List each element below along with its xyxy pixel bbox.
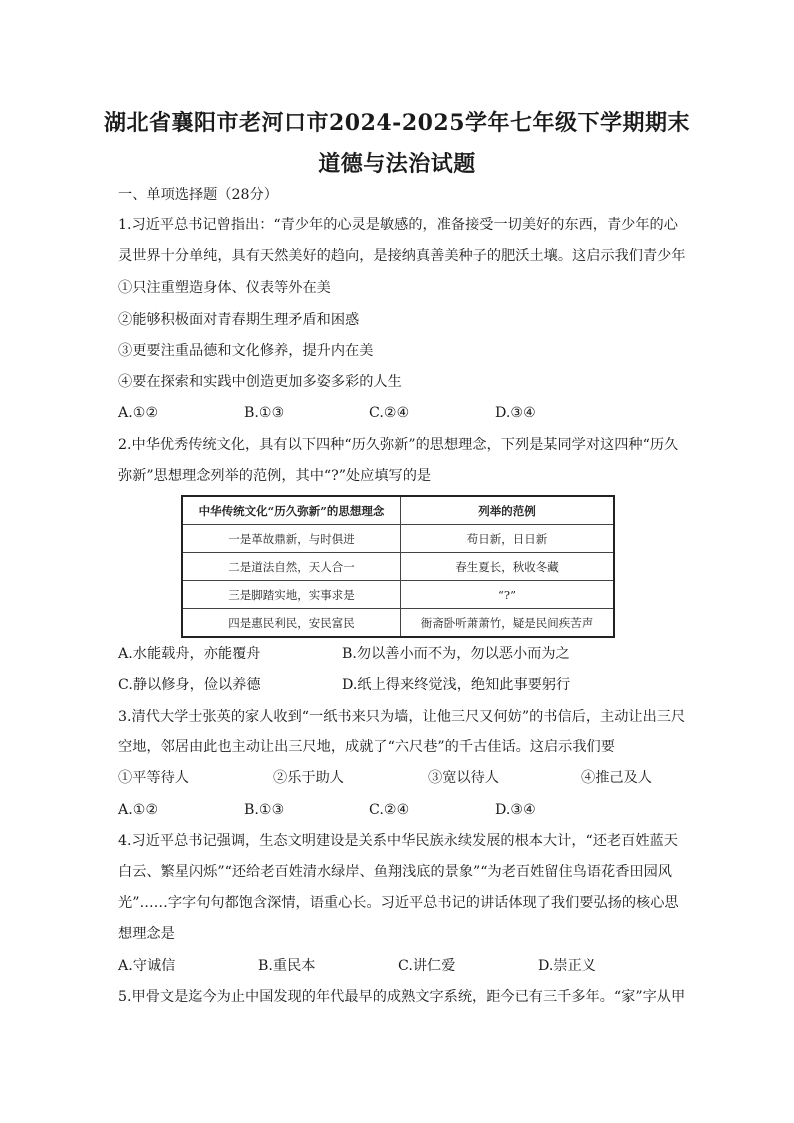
q1-stem-line: 灵世界十分单纯，具有天然美好的趋向，是接纳真善美种子的肥沃土壤。这启示我们青少年 — [118, 248, 686, 264]
table-row — [182, 525, 614, 553]
table-header-cell: 列举的范例 — [401, 496, 615, 525]
q4-stem-line: 4.习近平总书记强调，生态文明建设是关系中华民族永续发展的根本大计，“还老百姓蓝天 — [118, 833, 678, 849]
table-cell: 三是脚踏实地，实事求是 — [182, 581, 401, 609]
q3-option-a: A.①② — [118, 802, 159, 818]
q3-item: ③宽以待人 — [428, 770, 499, 786]
q3-item: ④推己及人 — [581, 770, 652, 786]
q3-option-b: B.①③ — [244, 802, 285, 818]
q1-item: ③更要注重品德和文化修养，提升内在美 — [118, 343, 374, 359]
table-header-cell: 中华传统文化“历久弥新”的思想理念 — [182, 496, 401, 525]
q5-stem-line: 5.甲骨文是迄今为止中国发现的年代最早的成熟文字系统，距今已有三千多年。“家”字从甲 — [118, 989, 686, 1005]
q1-item: ④要在探索和实践中创造更加多姿多彩的人生 — [118, 374, 402, 390]
q2-table — [181, 495, 615, 638]
section-heading: 一、单项选择题（28分） — [118, 187, 278, 203]
q3-stem-line: 3.清代大学士张英的家人收到“一纸书来只为墙，让他三尺又何妨”的书信后，主动让出三尺 — [118, 709, 686, 725]
table-cell: 春生夏长，秋收冬藏 — [401, 553, 615, 581]
q3-option-d: D.③④ — [495, 802, 536, 818]
table-cell: “?” — [401, 581, 615, 609]
table-cell: 衙斋卧听萧萧竹，疑是民间疾苦声 — [401, 609, 615, 638]
q4-stem-line: 想理念是 — [118, 926, 175, 942]
q3-stem-line: 空地，邻居由此也主动让出三尺地，成就了“六尺巷”的千古佳话。这启示我们要 — [118, 739, 615, 755]
q2-stem-line: 弥新”思想理念列举的范例，其中“?”处应填写的是 — [118, 468, 432, 484]
q4-option-d: D.崇正义 — [538, 958, 596, 974]
q1-option-a: A.①② — [118, 405, 159, 421]
q4-stem-line: 白云、繁星闪烁”“还给老百姓清水绿岸、鱼翔浅底的景象”“为老百姓留住鸟语花香田园风 — [118, 864, 672, 880]
exam-title-line2: 道德与法治试题 — [318, 151, 476, 177]
q1-stem-line: 1.习近平总书记曾指出：“青少年的心灵是敏感的，准备接受一切美好的东西，青少年的心 — [118, 217, 678, 233]
table-row — [182, 581, 614, 609]
q4-option-a: A.守诚信 — [118, 958, 176, 974]
exam-title-line1: 湖北省襄阳市老河口市2024-2025学年七年级下学期期末 — [103, 110, 691, 136]
table-header-row — [182, 496, 614, 525]
q1-option-c: C.②④ — [369, 405, 410, 421]
table-row — [182, 553, 614, 581]
q2-option-b: B.勿以善小而不为，勿以恶小而为之 — [342, 646, 570, 662]
q1-option-b: B.①③ — [244, 405, 285, 421]
table-cell: 一是革故鼎新，与时俱进 — [182, 525, 401, 553]
q1-item: ①只注重塑造身体、仪表等外在美 — [118, 280, 331, 296]
table-cell: 苟日新，日日新 — [401, 525, 615, 553]
q2-stem-line: 2.中华优秀传统文化，具有以下四种“历久弥新”的思想理念，下列是某同学对这四种“历久 — [118, 437, 679, 453]
q2-option-d: D.纸上得来终觉浅，绝知此事要躬行 — [342, 677, 571, 693]
q3-item: ①平等待人 — [118, 770, 189, 786]
q3-item: ②乐于助人 — [273, 770, 344, 786]
q2-option-c: C.静以修身，俭以养德 — [118, 677, 261, 693]
q3-option-c: C.②④ — [369, 802, 410, 818]
table-cell: 四是惠民利民，安民富民 — [182, 609, 401, 638]
q4-stem-line: 光”……字字句句都饱含深情，语重心长。习近平总书记的讲话体现了我们要弘扬的核心思 — [118, 895, 679, 911]
q1-option-d: D.③④ — [495, 405, 536, 421]
q2-option-a: A.水能载舟，亦能覆舟 — [118, 646, 261, 662]
table-row — [182, 609, 614, 638]
q4-option-c: C.讲仁爱 — [398, 958, 456, 974]
q1-item: ②能够积极面对青春期生理矛盾和困惑 — [118, 312, 360, 328]
table-cell: 二是道法自然，天人合一 — [182, 553, 401, 581]
q4-option-b: B.重民本 — [258, 958, 316, 974]
